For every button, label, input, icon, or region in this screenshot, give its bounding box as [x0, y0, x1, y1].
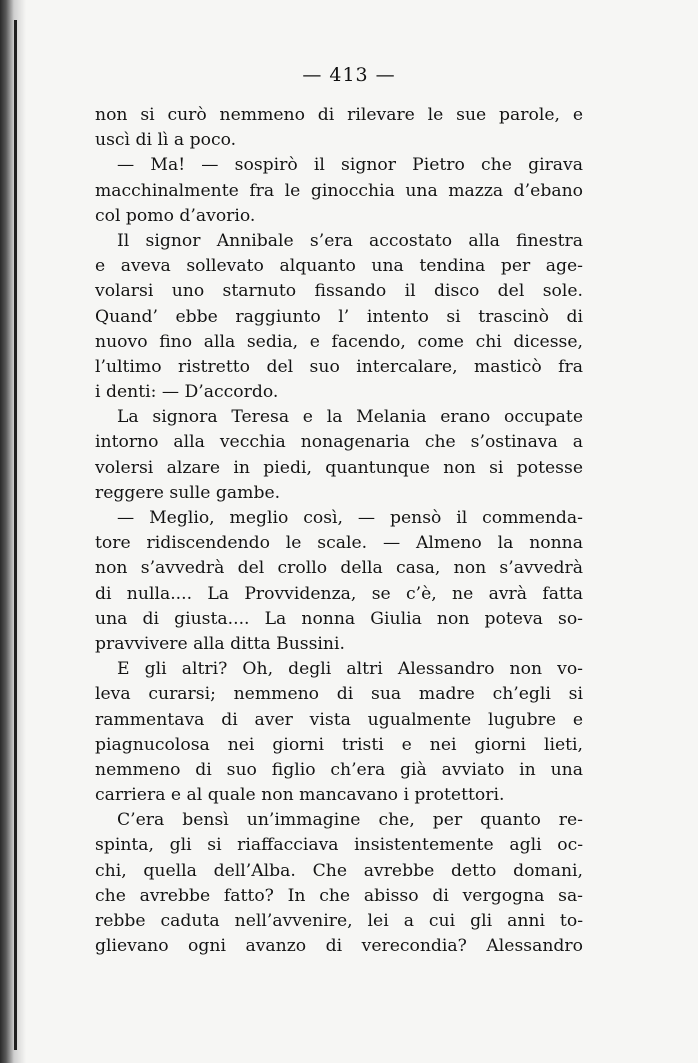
text-line: leva curarsi; nemmeno di sua madre ch’egli si [95, 684, 583, 705]
text-line: C’era bensì un’immagine che, per quanto re- [117, 810, 583, 831]
text-line: l’ultimo ristretto del suo intercalare, masticò fra [95, 356, 583, 377]
text-line: Quand’ ebbe raggiunto l’ intento si trascinò di [95, 306, 583, 327]
text-line: — Meglio, meglio così, — pensò il commenda- [117, 508, 583, 528]
text-line: tore ridiscendendo le scale. — Almeno la nonna [95, 533, 583, 554]
text-line: chi, quella dell’Alba. Che avrebbe detto domani, [95, 860, 583, 881]
page-binding-edge-line [14, 20, 17, 1050]
text-line: rebbe caduta nell’avvenire, lei a cui gli anni to- [95, 911, 583, 931]
text-line: uscì di lì a poco. [95, 130, 237, 151]
text-line: che avrebbe fatto? In che abisso di vergogna sa- [95, 885, 583, 906]
text-line: E gli altri? Oh, degli altri Alessandro non vo- [117, 659, 583, 680]
page-number: — 413 — [302, 64, 396, 86]
text-line: intorno alla vecchia nonagenaria che s’ostinava a [95, 432, 583, 453]
text-line: glievano ogni avanzo di verecondia? Alessandro [95, 936, 583, 957]
text-line: — Ma! — sospirò il signor Pietro che girava [117, 155, 583, 176]
text-line: pravvivere alla ditta Bussini. [95, 633, 345, 654]
body-text [95, 103, 583, 959]
text-line: e aveva sollevato alquanto una tendina per age- [95, 256, 583, 277]
text-line: nuovo fino alla sedia, e facendo, come chi dicesse, [95, 331, 583, 352]
text-line: non s’avvedrà del crollo della casa, non s’avvedrà [95, 558, 583, 579]
text-line: volarsi uno starnuto fissando il disco del sole. [95, 281, 583, 302]
text-line: col pomo d’avorio. [95, 205, 256, 226]
text-line: di nulla.... La Provvidenza, se c’è, ne avrà fatta [95, 583, 583, 604]
text-line: carriera e al quale non mancavano i protettori. [95, 785, 505, 806]
text-line: non si curò nemmeno di rilevare le sue parole, e [95, 105, 583, 125]
text-line: reggere sulle gambe. [95, 482, 281, 503]
text-line: i denti: — D’accordo. [95, 382, 279, 403]
text-line: rammentava di aver vista ugualmente lugubre e [95, 709, 583, 730]
text-line: volersi alzare in piedi, quantunque non si potesse [95, 457, 583, 478]
text-line: Il signor Annibale s’era accostato alla finestra [117, 230, 583, 251]
text-line: piagnucolosa nei giorni tristi e nei giorni lieti, [95, 734, 583, 755]
text-line: nemmeno di suo figlio ch’era già avviato in una [95, 759, 583, 780]
text-line: una di giusta.... La nonna Giulia non poteva so- [95, 608, 583, 629]
text-line: macchinalmente fra le ginocchia una mazza d’ebano [95, 180, 583, 201]
text-line: La signora Teresa e la Melania erano occupate [117, 407, 583, 428]
text-line: spinta, gli si riaffacciava insistentemente agli oc- [95, 835, 583, 856]
page-binding-shadow [0, 0, 26, 1063]
